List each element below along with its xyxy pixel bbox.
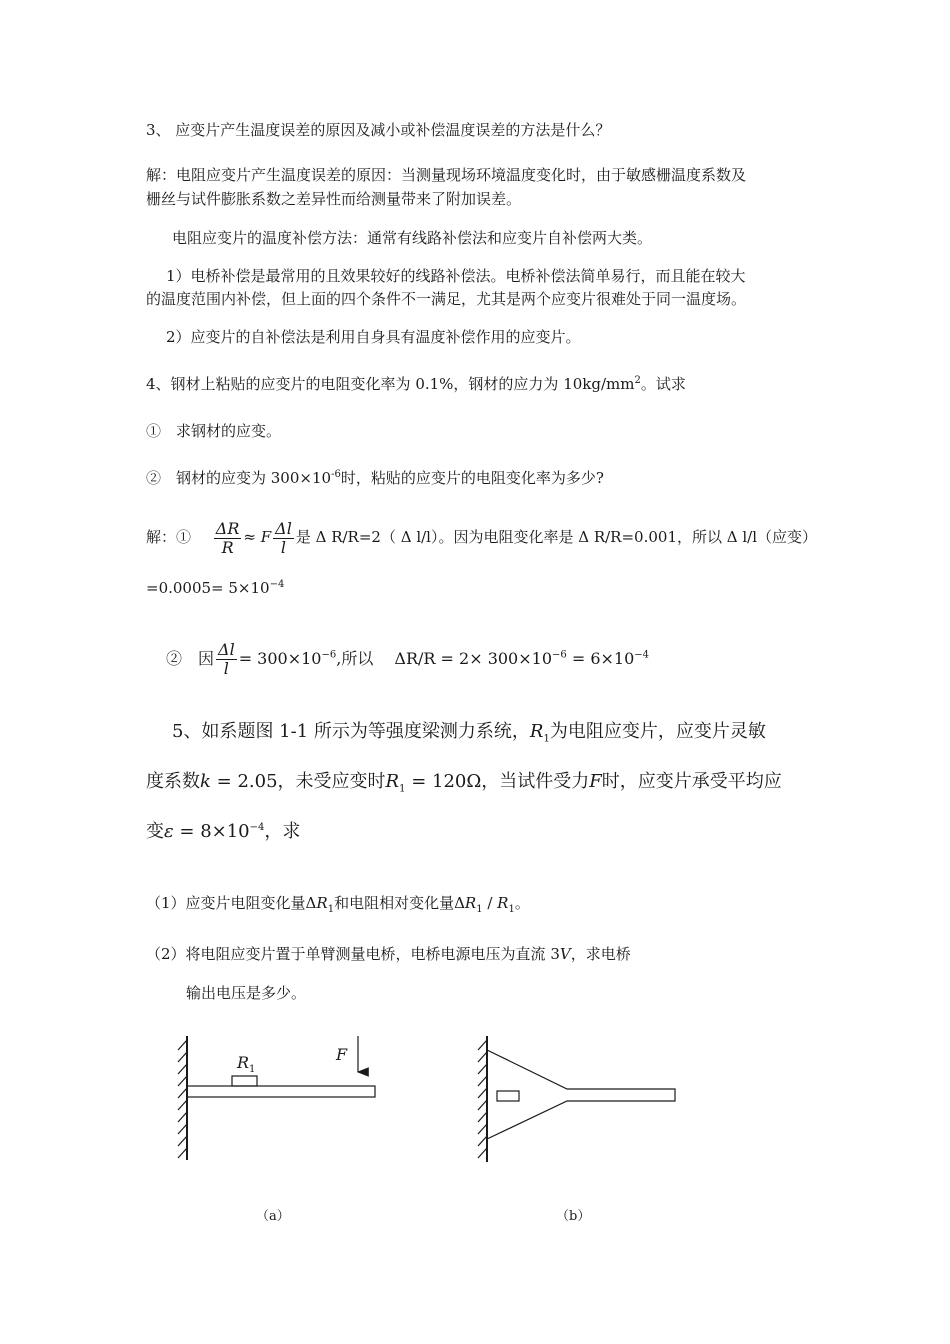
q4-item2: ② 钢材的应变为 $300\times 10^{-6}$时，粘贴的应变片的电阻变化率为多少? bbox=[146, 469, 604, 487]
fraction-delta-r-over-r: $\frac{\Delta R}{R}$ bbox=[215, 518, 240, 557]
q3-method1-line1: 1）电桥补偿是最常用的且效果较好的线路补偿法。电桥补偿法简单易行，而且能在较大 bbox=[166, 267, 746, 285]
q4-stem: 4、钢材上粘贴的应变片的电阻变化率为 0.1%，钢材的应力为 $10kg/mm^2$。试求 bbox=[146, 375, 686, 393]
figure-a-beam bbox=[187, 1086, 375, 1097]
figure-a-r-label: $R_1$ bbox=[237, 1053, 256, 1075]
q5-line2: 度系数k = 2.05，未受应变时$R_1 = 120\Omega$，当试件受力F时，应变片承受平均应 bbox=[146, 771, 782, 795]
q4-solution2: ② 因 $\frac{\Delta l}{l}$ = $300\times 10^{-6}$,所以 $\Delta R/R = 2\times 300\times 10^{-6} = 6\times 10^{-4}$ bbox=[166, 640, 650, 678]
figure-a-f-label: F bbox=[336, 1045, 348, 1064]
figure-b-caption: （b） bbox=[556, 1209, 591, 1224]
figure-b-wall-hatch bbox=[478, 1040, 487, 1158]
figure-b-beam-outline bbox=[487, 1050, 675, 1139]
q4-item1: ① 求钢材的应变。 bbox=[146, 422, 282, 440]
figure-b-equal-strength-beam bbox=[478, 1036, 675, 1162]
q5-part1: （1）应变片电阻变化量$\Delta R_1$和电阻相对变化量$\Delta R_1 / R_1$。 bbox=[146, 894, 530, 915]
q5-line1: 5、如系题图 1-1 所示为等强度梁测力系统，$R_1$为电阻应变片，应变片灵敏 bbox=[172, 721, 766, 745]
q5-part2: （2）将电阻应变片置于单臂测量电桥，电桥电源电压为直流 3V，求电桥 bbox=[146, 945, 631, 963]
q3-compensation-title: 电阻应变片的温度补偿方法：通常有线路补偿法和应变片自补偿两大类。 bbox=[172, 229, 653, 247]
q3-method2: 2）应变片的自补偿法是利用自身具有温度补偿作用的应变片。 bbox=[166, 328, 581, 346]
figure-diagrams bbox=[0, 1020, 950, 1260]
q3-method1-line2: 的温度范围内补偿，但上面的四个条件不一满足，尤其是两个应变片很难处于同一温度场。 bbox=[146, 290, 747, 308]
q3-answer-line2: 栅丝与试件膨胀系数之差异性而给测量带来了附加误差。 bbox=[146, 190, 522, 208]
fraction-delta-l-over-l: $\frac{\Delta l}{l}$ bbox=[275, 518, 292, 557]
q4-solution1-result: $=0.0005= 5\times 10^{-4}$ bbox=[146, 579, 285, 597]
q4-solution1: 解：① $\frac{\Delta R}{R}$ ≈ F $\frac{\Delta l}{l}$ 是 Δ R/R=2（ Δ l/l）。因为电阻变化率是 Δ R/R=0.001，所以 Δ l/l（应变） bbox=[146, 518, 818, 557]
q5-part2-line2: 输出电压是多少。 bbox=[186, 984, 307, 1002]
figure-b-strain-gauge bbox=[497, 1091, 519, 1101]
figure-a-caption: （a） bbox=[256, 1209, 290, 1224]
q5-line3: 变$\varepsilon = 8\times 10^{-4}$，求 bbox=[146, 821, 301, 842]
figure-a-wall-hatch bbox=[178, 1040, 187, 1158]
q3-answer-line1: 解：电阻应变片产生温度误差的原因：当测量现场环境温度变化时，由于敏感栅温度系数及 bbox=[146, 166, 747, 184]
fraction-delta-l-over-l-2: $\frac{\Delta l}{l}$ bbox=[218, 640, 235, 678]
figure-a-strain-gauge bbox=[232, 1076, 257, 1086]
q3-question: 3、 应变片产生温度误差的原因及减小或补偿温度误差的方法是什么？ bbox=[146, 121, 611, 139]
